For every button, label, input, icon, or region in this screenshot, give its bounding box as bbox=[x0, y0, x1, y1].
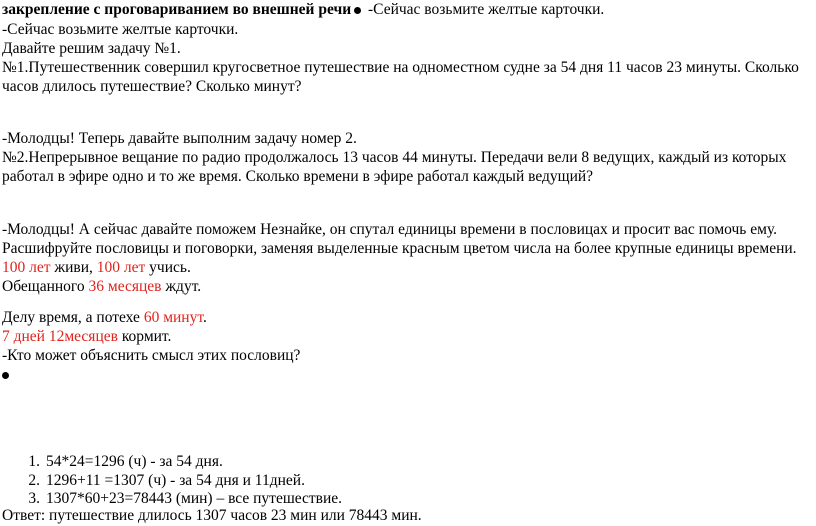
proverb-text: живи, bbox=[50, 259, 97, 276]
proverb-3 bbox=[2, 308, 207, 328]
step-number: 1. bbox=[28, 453, 40, 470]
highlight-number: 7 дней 12месяцев bbox=[2, 328, 118, 345]
text-line: Расшифруйте пословицы и поговорки, заменяя выделенные красным цветом числа на более крупные единицы времени. bbox=[2, 240, 797, 257]
solution-step bbox=[2, 452, 223, 472]
text-line: -Сейчас возьмите желтые карточки. bbox=[2, 21, 239, 38]
step-number: 2. bbox=[28, 472, 40, 489]
problem-1-line: №1.Путешественник совершил кругосветное путешествие на одноместном судне за 54 дня 11 часов 23 минуты. Сколько bbox=[2, 59, 799, 76]
proverb-2 bbox=[2, 277, 201, 297]
solution-step bbox=[2, 471, 305, 491]
bullet-dot-icon bbox=[2, 372, 9, 379]
proverb-text: Обещанного bbox=[2, 278, 89, 295]
highlight-number: 36 месяцев bbox=[88, 278, 162, 295]
problem-2-line: работал в эфире одно и то же время. Сколько времени в эфире работал каждый ведущий? bbox=[2, 168, 594, 185]
bullet-dot-icon bbox=[354, 7, 361, 14]
header-line bbox=[2, 0, 604, 20]
proverb-text: Делу время, а потехе bbox=[2, 309, 144, 326]
proverb-text: . bbox=[202, 309, 207, 326]
problem-1-line: часов длилось путешествие? Сколько минут? bbox=[2, 78, 302, 95]
proverb-text: ждут. bbox=[161, 278, 202, 295]
text-line: Давайте решим задачу №1. bbox=[2, 40, 181, 57]
proverb-1 bbox=[2, 258, 191, 278]
problem-2-line: №2.Непрерывное вещание по радио продолжалось 13 часов 44 минуты. Передачи вели 8 ведущих, каждый из которых bbox=[2, 149, 787, 166]
highlight-number: 100 лет bbox=[96, 259, 146, 276]
proverb-text: кормит. bbox=[117, 328, 172, 345]
text-line: -Молодцы! Теперь давайте выполним задачу номер 2. bbox=[2, 130, 357, 147]
header-rest-text: -Сейчас возьмите желтые карточки. bbox=[364, 1, 605, 18]
question-line: -Кто может объяснить смысл этих пословиц? bbox=[2, 347, 301, 364]
highlight-number: 100 лет bbox=[2, 259, 51, 276]
bullet-line bbox=[2, 365, 12, 385]
step-number: 3. bbox=[28, 490, 40, 507]
proverb-text: учись. bbox=[145, 259, 191, 276]
proverb-4 bbox=[2, 327, 171, 347]
step-text: 54*24=1296 (ч) - за 54 дня. bbox=[46, 453, 223, 470]
step-text: 1296+11 =1307 (ч) - за 54 дня и 11дней. bbox=[46, 472, 305, 489]
step-text: 1307*60+23=78443 (мин) – все путешествие. bbox=[46, 490, 343, 507]
header-bold-text: закрепление с проговариванием во внешней речи bbox=[2, 1, 352, 18]
highlight-number: 60 минут bbox=[143, 309, 203, 326]
text-line: -Молодцы! А сейчас давайте поможем Незнайке, он спутал единицы времени в пословицах и просит вас помочь ему. bbox=[2, 221, 778, 238]
answer-line: Ответ: путешествие длилось 1307 часов 23 мин или 78443 мин. bbox=[2, 507, 422, 524]
